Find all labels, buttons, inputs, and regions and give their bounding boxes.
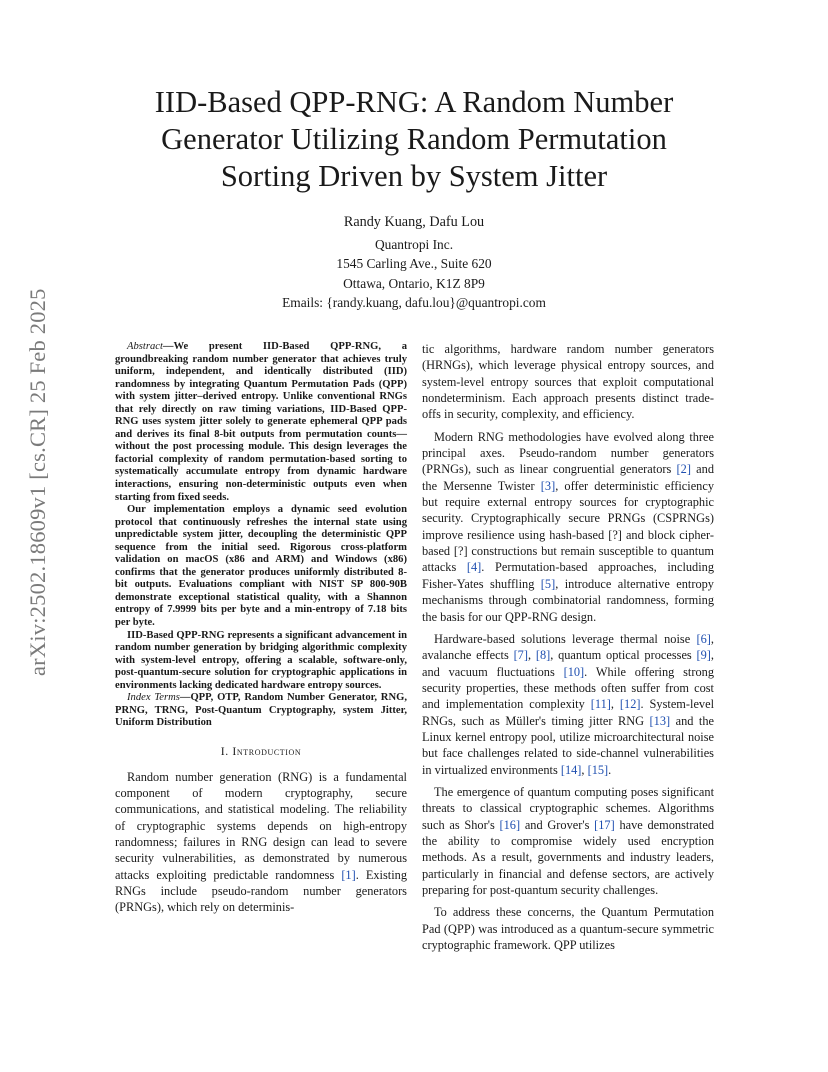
text-run: . While offering strong security properties, these methods often suffer from cost and implementation complexity [422,664,714,712]
body-paragraph [422,784,714,898]
abstract-paragraph: Our implementation employs a dynamic seed evolution protocol that continuously refreshes the internal state using unpredictable system jitter, decoupling the deterministic QPP sequence from the initial seed. Rigorous cross-platform validation on macOS (x86 and ARM) and Windows (x86) confirms that the generator produces uniformly distributed 8-bit outputs. Evaluations compliant with NIST SP 800-90B demonstrate exceptional statistical quality, with a Shannon entropy of 7.9999 bits per byte and a min-entropy of 7.18 bits per byte. [115,504,407,629]
author-names: Randy Kuang, Dafu Lou [343,214,485,230]
text-run: , [527,648,536,663]
index-terms-label: Index Terms [127,692,180,704]
section-heading: I. Introduction [220,743,302,758]
text-run: . System-level RNGs, such as Müller's timing jitter RNG [422,697,715,728]
abstract-paragraph [115,341,407,504]
text-run: . [608,762,612,777]
abstract-text: —We present IID-Based QPP-RNG, a groundbreaking random number generator that achieves truly uniform, independent, and identically distributed (IID) randomness by integrating Quantum Permutation Pads (QPP) with system jitter–derived entropy. Unlike conventional RNGs that rely directly on raw timing variations, IID-Based QPP-RNG uses system jitter solely to generate ephemeral QPP pads and derives its final 8-bit outputs from permutation counts—without the post processing module. This design leverages the factorial complexity of random permutation-based sorting to systematically accumulate entropy from dynamic hardware interactions, ensuring non-deterministic outputs even when starting from fixed seeds. [115,341,407,503]
text-run: , and vacuum fluctuations [422,648,714,679]
abstract-label: Abstract [127,341,163,352]
text-run: ] and block cipher-based [ [422,527,714,559]
text-run: , offer deterministic efficiency but require external entropy sources for cryptographic security. Cryptographically secure PRNGs (CSPRNGs) improve resilience using hash-based [ [422,478,714,542]
citation-link[interactable]: [17] [594,817,615,832]
abstract [115,341,407,692]
text-run: , introduce alternative entropy mechanisms through combinatorial randomness, forming the basis for our QPP-RNG design. [422,576,714,624]
text-run: Modern RNG methodologies have evolved along three principal axes. Pseudo-random number generators (PRNGs), such as linear congruential generators [422,429,714,477]
text-run: , quantum optical processes [550,648,697,663]
citation-link[interactable]: [8] [535,648,551,663]
citation-link[interactable]: [15] [587,762,609,777]
body-paragraph [422,631,714,778]
text-run: and the Linux kernel entropy pool, utilize microarchitectural noise but face challenges related to side-channel vulnerabilities in virtualized environments [422,713,714,777]
body-paragraph: tic algorithms, hardware random number generators (HRNGs), which leverage physical entropy sources, and system-level entropy sources that exploit computational nondeterminism. Each approach presents distinct trade-offs in security, complexity, and efficiency. [422,342,714,422]
citation-link[interactable]: [11] [590,697,611,712]
citation-link[interactable]: [5] [540,576,556,591]
text-run: . Existing RNGs include pseudo-random number generators (PRNGs), which rely on determinis- [115,867,407,915]
citation-link[interactable]: [4] [466,560,482,575]
citation-link[interactable]: [2] [676,462,691,477]
index-terms-text: —QPP, OTP, Random Number Generator, RNG, PRNG, TRNG, Post-Quantum Cryptography, system Jitter, Uniform Distribution [115,692,407,729]
title-line: IID-Based QPP-RNG: A Random Number [154,85,674,119]
author-address-line: 1545 Carling Ave., Suite 620 [336,256,492,271]
citation-link[interactable]: [14] [560,762,582,777]
right-column [422,341,714,959]
citation-link[interactable]: [16] [499,817,521,832]
author-block [214,213,614,313]
citation-link[interactable]: [1] [341,867,356,882]
unresolved-citation: ? [612,527,618,542]
author-emails: Emails: {randy.kuang, dafu.lou}@quantropi.com [282,295,546,310]
arxiv-identifier: arXiv:2502.18609v1 [cs.CR] 25 Feb 2025 [25,288,50,677]
text-run: have demonstrated the ability to compromise widely used encryption methods. As a result, governments and industry leaders, particularly in financial and defense sectors, are actively preparing for post-quantum security challenges. [422,817,714,897]
abstract-paragraph: IID-Based QPP-RNG represents a significant advancement in random number generation by bridging algorithmic complexity with system-level entropy, offering a scalable, software-only, post-quantum-secure solution for cryptographic applications in environments lacking dedicated hardware entropy sources. [115,629,407,691]
paper-title [110,84,718,195]
text-run: and Grover's [520,817,595,832]
citation-link[interactable]: [9] [696,648,711,663]
citation-link[interactable]: [13] [649,713,671,728]
citation-link[interactable]: [6] [696,631,711,646]
body-paragraph [422,429,714,625]
text-run: . Permutation-based approaches, including Fisher-Yates shuffling [422,560,714,591]
body-paragraph: To address these concerns, the Quantum Permutation Pad (QPP) was introduced as a quantum-secure symmetric cryptographic framework. QPP utilizes [422,905,714,953]
text-run: Hardware-based solutions leverage thermal noise [434,631,697,646]
text-run: , avalanche effects [422,631,714,663]
author-affiliation: Quantropi Inc. [374,236,454,252]
text-run: , [610,697,620,712]
text-run: Random number generation (RNG) is a fundamental component of modern cryptography, secure communications, and statistical modeling. The reliability of cryptographic systems depends on high-entropy randomness; failures in RNG design can lead to severe security vulnerabilities, as demonstrated by numerous attacks exploiting predictable randomness [115,769,407,882]
text-run: ] constructions but remain susceptible to quantum attacks [422,544,714,575]
citation-link[interactable]: [3] [540,478,556,493]
left-column [115,341,407,916]
text-run: The emergence of quantum computing poses significant threats to classical cryptographic schemes. Algorithms such as Shor's [422,784,714,832]
citation-link[interactable]: [7] [513,648,528,663]
intro-paragraph [115,769,407,916]
citation-link[interactable]: [12] [619,697,641,712]
citation-link[interactable]: [10] [563,664,585,679]
text-run: and the Mersenne Twister [422,462,714,493]
introduction [115,769,407,916]
title-line: Sorting Driven by System Jitter [220,159,608,193]
index-terms [115,692,407,730]
author-address-line: Ottawa, Ontario, K1Z 8P9 [343,275,485,291]
title-line: Generator Utilizing Random Permutation [161,122,667,156]
unresolved-citation: ? [458,544,464,559]
text-run: , [581,762,588,777]
